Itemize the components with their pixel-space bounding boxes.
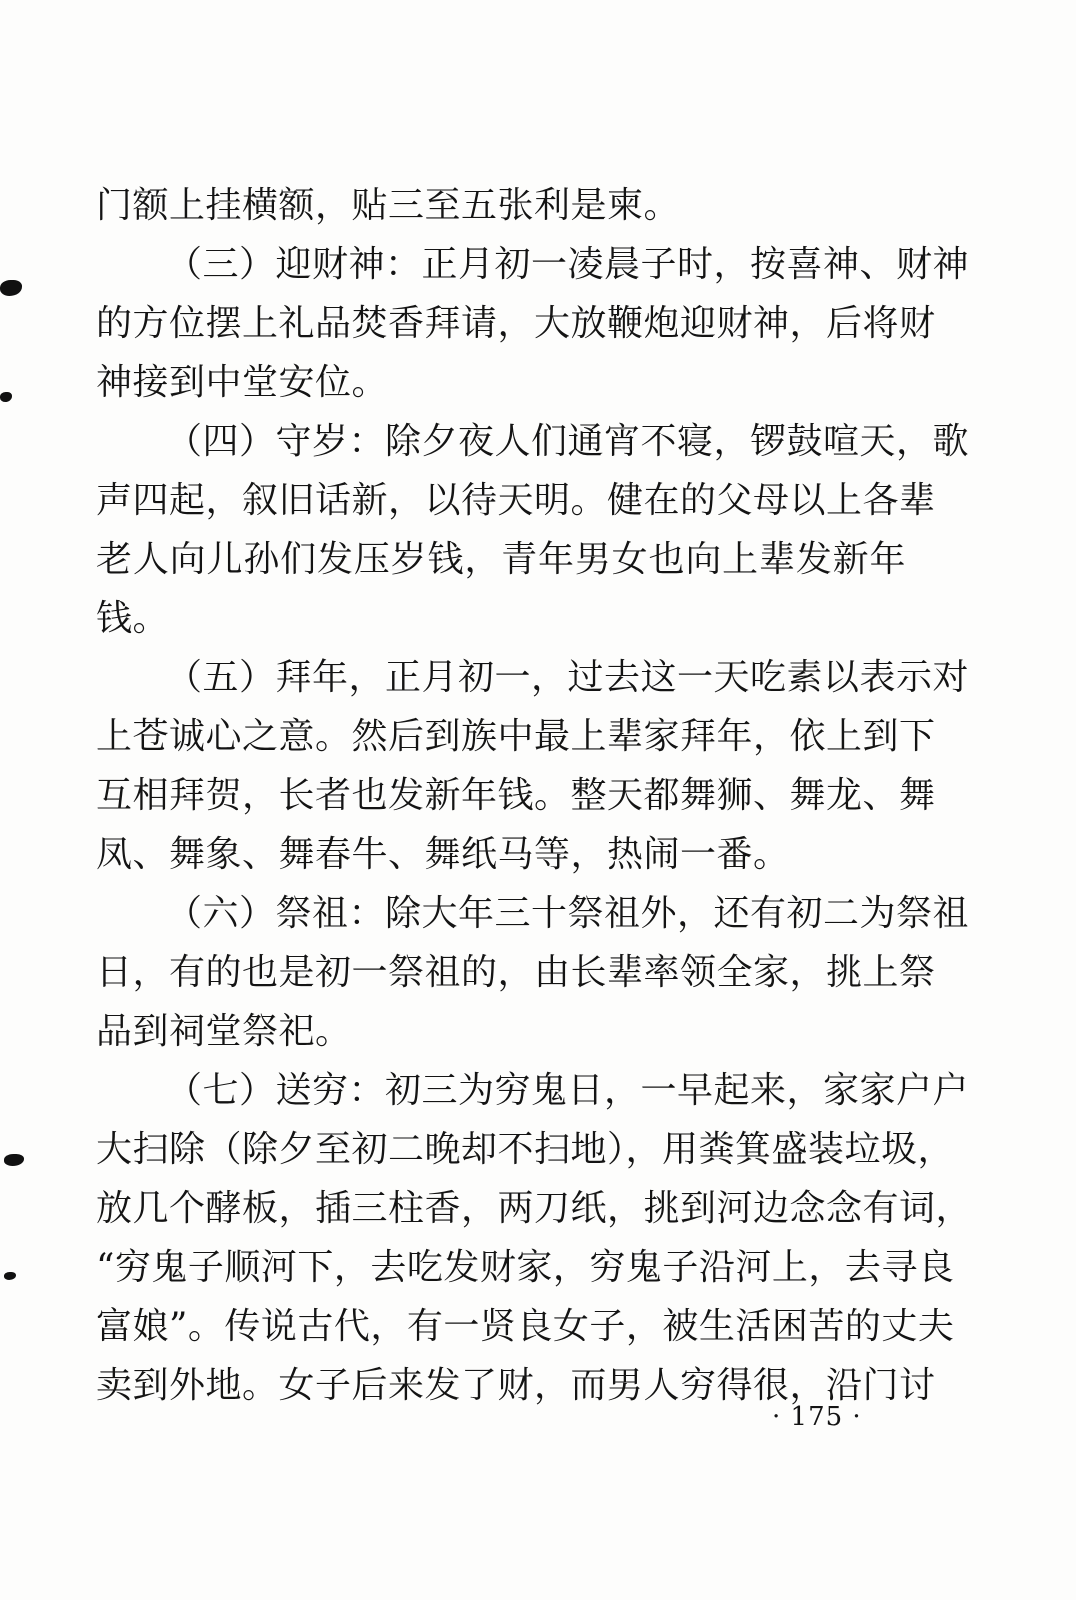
- text-line: 卖到外地。女子后来发了财，而男人穷得很，沿门讨: [96, 1365, 936, 1406]
- text-line: 声四起，叙旧话新，以待天明。健在的父母以上各辈: [96, 480, 936, 521]
- text-line: 放几个酵板，插三柱香，两刀纸，挑到河边念念有词，: [96, 1188, 973, 1229]
- text-line: 富娘”。传说古代，有一贤良女子，被生活困苦的丈夫: [96, 1306, 955, 1347]
- page-number: · 175 ·: [772, 1402, 862, 1432]
- ink-speck-4: [4, 1272, 16, 1280]
- text-line: 日，有的也是初一祭祖的，由长辈率领全家，挑上祭: [96, 952, 936, 993]
- text-line: “穷鬼子顺河下，去吃发财家，穷鬼子沿河上，去寻良: [96, 1247, 955, 1288]
- text-line: （五）拜年，正月初一，过去这一天吃素以表示对: [166, 657, 970, 698]
- text-line: 钱。: [96, 598, 170, 639]
- text-line: （六）祭祖：除大年三十祭祖外，还有初二为祭祖: [166, 893, 970, 934]
- body-text: [96, 176, 973, 1415]
- text-line: （四）守岁：除夕夜人们通宵不寝，锣鼓喧天，歌: [166, 421, 970, 462]
- text-line: 老人向儿孙们发压岁钱，青年男女也向上辈发新年: [96, 539, 906, 580]
- text-line: 凤、舞象、舞春牛、舞纸马等，热闹一番。: [96, 834, 790, 875]
- text-line: 神接到中堂安位。: [96, 362, 389, 403]
- text-line: 大扫除（除夕至初二晚却不扫地），用粪箕盛装垃圾，: [96, 1129, 955, 1170]
- ink-speck-2: [0, 392, 12, 402]
- text-line: 上苍诚心之意。然后到族中最上辈家拜年，依上到下: [96, 716, 936, 757]
- text-line: （三）迎财神：正月初一凌晨子时，按喜神、财神: [166, 244, 970, 285]
- ink-speck-3: [4, 1154, 24, 1166]
- ink-speck-1: [0, 280, 22, 296]
- text-line: 品到祠堂祭祀。: [96, 1011, 352, 1052]
- text-line: 互相拜贺，长者也发新年钱。整天都舞狮、舞龙、舞: [96, 775, 936, 816]
- text-line: 的方位摆上礼品焚香拜请，大放鞭炮迎财神，后将财: [96, 303, 936, 344]
- text-line: （七）送穷：初三为穷鬼日，一早起来，家家户户: [166, 1070, 970, 1111]
- text-line: 门额上挂横额，贴三至五张利是柬。: [96, 185, 681, 226]
